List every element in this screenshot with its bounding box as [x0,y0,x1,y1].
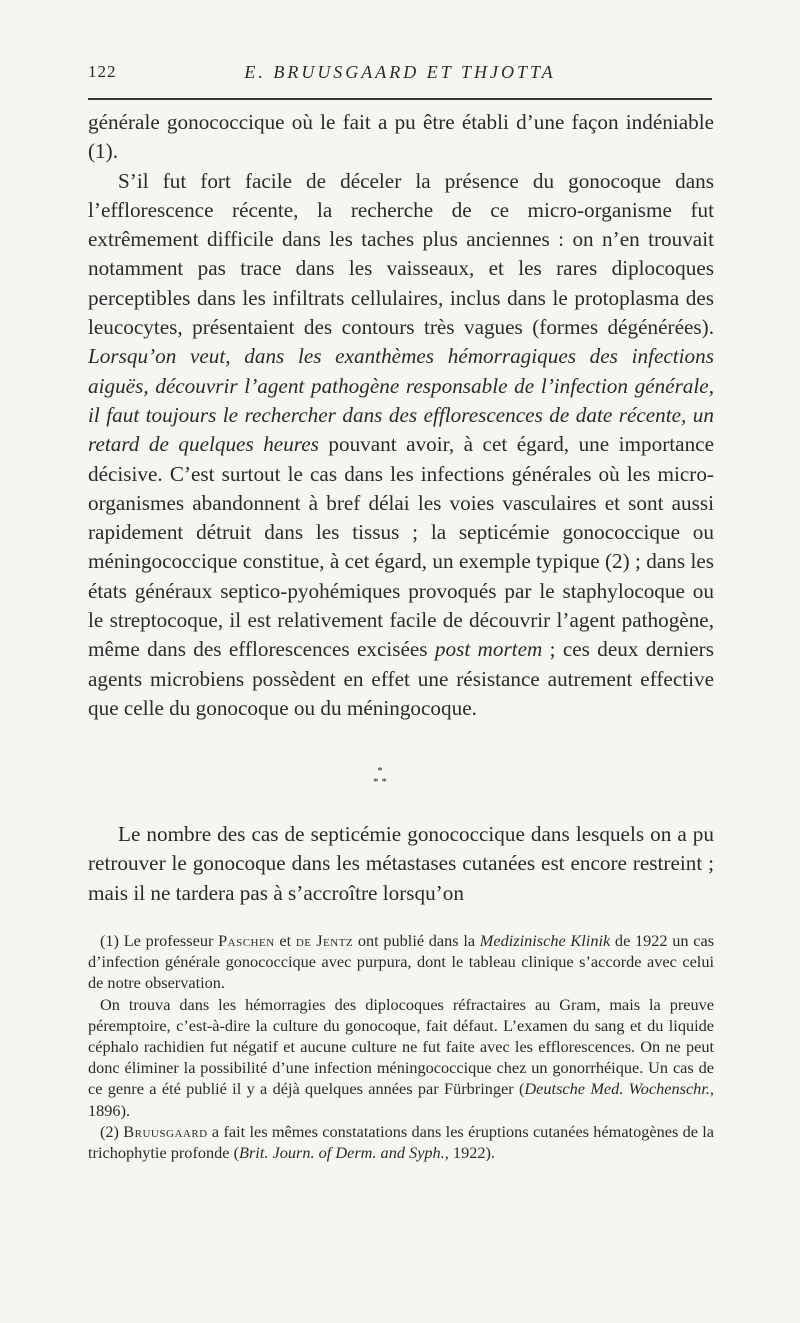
footnote-2 [88,1121,714,1163]
author-bruusgaard: Bruusgaard [123,1121,208,1141]
separator-stars-bottom: * * [373,776,387,788]
footnote-1-text: ont publié dans la [353,931,480,950]
separator-star-top: * [377,765,383,777]
journal-medizinische-klinik: Medizinische Klinik [479,931,611,950]
paragraph-2-italic-passage: Lorsqu’on veut, dans les exanthèmes hémorragiques des infections aiguës, découvrir l’agent pathogène responsable de l’infection générale, il faut toujours le rechercher dans des efflorescences de date récente, un retard de quelques heures [88,344,714,457]
footnotes [88,930,714,1163]
footnote-1-continued-text: On trouva dans les hémorragies des diplocoques réfractaires au Gram, mais la preuve péremptoire, c’est-à-dire la culture du gonocoque, fait défaut. L’examen du sang et du liquide céphalo rachidien fut négatif et aucune culture ne fut faite avec les efflorescences. On ne peut donc éliminer la possibilité d’une infection méningococcique chez un gonorrhéique. Un cas de ce genre a été publié il y a déjà quelques années par Fürbringer ( [88,994,714,1099]
header-rule [88,98,712,100]
footnote-1-continued [88,994,714,1121]
author-jentz: Jentz [316,931,354,950]
journal-deutsche-med: Deutsche Med. Wochenschr. [524,1079,710,1099]
paragraph-2-part-c: pouvant avoir, à cet égard, une importance décisive. C’est surtout le cas dans les infections générales où les micro-organismes abandonnent à bref délai les voies vasculaires et sont aussi rapidement détruit dans les tissus ; la septicémie gonococcique ou méningococcique constitue, à cet égard, un exemple typique (2) ; dans les états généraux septico-pyohémiques provoqués par le staphylocoque ou le streptocoque, il est relativement facile de découvrir l’agent pathogène, même dans des efflorescences excisées [88,432,714,662]
paragraph-3: Le nombre des cas de septicémie gonococcique dans lesquels on a pu retrouver le gonocoque dans les métastases cutanées est encore restreint ; mais il ne tardera pas à s’accroître lorsqu’on [88,822,714,905]
paragraph-2 [88,167,714,724]
footnote-1-text: et [274,931,296,950]
footnote-2-text: (2) [100,1121,124,1141]
footnote-1 [88,930,714,994]
running-head: E. BRUUSGAARD ET THJOTTA [244,62,556,82]
footnote-1-continued-text: , 1896). [88,1079,714,1120]
footnote-2-text: , 1922). [444,1143,495,1163]
author-paschen: Paschen [218,931,275,950]
page-number: 122 [88,62,117,81]
section-separator [360,766,400,788]
main-text [88,108,714,723]
author-de: de [295,931,312,950]
footnote-1-text: (1) Le professeur [100,931,219,950]
journal-brit-journ: Brit. Journ. of Derm. and Syph. [239,1143,445,1163]
footnote-2-text: a fait les mêmes constatations dans les éruptions cutanées hématogènes de la trichophytie profonde ( [88,1121,715,1163]
paragraph-2-part-e: ; ces deux derniers agents microbiens possèdent en effet une résistance autrement effective que celle du gonocoque ou du méningocoque. [88,637,714,720]
page-header [88,62,712,88]
paragraph-continuation: générale gonococcique où le fait a pu être établi d’une façon indéniable (1). [88,110,714,164]
paragraph-2-part-a: S’il fut fort facile de déceler la présence du gonocoque dans l’efflorescence récente, la recherche de ce micro-organisme fut extrêmement difficile dans les taches plus anciennes : on n’en trouvait notamment pas trace dans les vaisseaux, et les rares diplocoques perceptibles dans les infiltrats cellulaires, inclus dans le protoplasma des leucocytes, présentaient des contours très vagues (formes dégénérées). [88,168,714,340]
footnote-1-text: de 1922 un cas d’infection générale gonococcique avec purpura, dont le tableau clinique s’accorde avec celui de notre observation. [88,931,715,993]
post-mortem-italic: post mortem [434,637,543,662]
